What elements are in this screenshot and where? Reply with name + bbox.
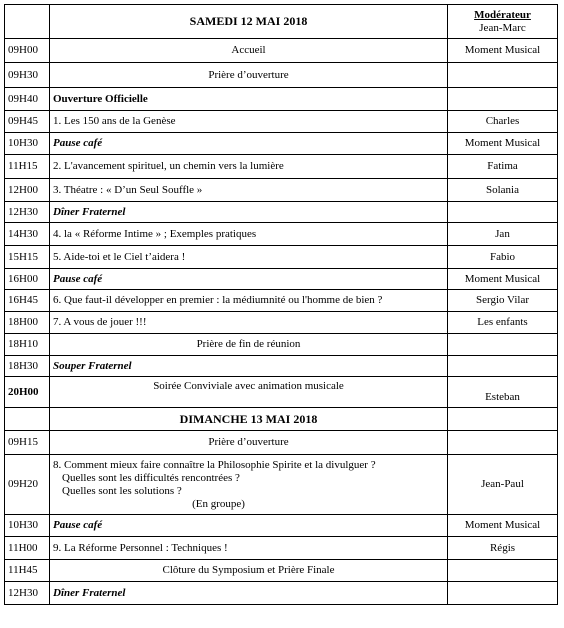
discussion-line-1: 8. Comment mieux faire connaître la Philosophie Spirite et la divulguer ? bbox=[53, 458, 376, 471]
activity-cell: Accueil bbox=[50, 39, 448, 63]
schedule-row bbox=[5, 290, 558, 312]
moderator-cell: Fabio bbox=[448, 246, 558, 269]
activity-cell: Pause café bbox=[50, 269, 448, 290]
discussion-line-2: Quelles sont les difficultés rencontrées ? bbox=[62, 471, 240, 484]
moderator-cell: Jan bbox=[448, 223, 558, 246]
time-cell: 11H15 bbox=[5, 155, 50, 179]
activity-cell: 3. Théatre : « D’un Seul Souffle » bbox=[50, 179, 448, 202]
moderator-cell bbox=[448, 431, 558, 455]
activity-cell: Pause café bbox=[50, 515, 448, 537]
moderator-header: Modérateur bbox=[474, 8, 531, 21]
time-cell: 18H00 bbox=[5, 312, 50, 334]
discussion-line-3: Quelles sont les solutions ? bbox=[62, 484, 182, 497]
sunday-title: DIMANCHE 13 MAI 2018 bbox=[50, 408, 448, 431]
schedule-row bbox=[5, 515, 558, 537]
activity-cell: Prière d’ouverture bbox=[50, 431, 448, 455]
moderator-cell: Moment Musical bbox=[448, 515, 558, 537]
moderator-cell bbox=[448, 356, 558, 377]
time-cell: 12H30 bbox=[5, 582, 50, 605]
time-cell: 09H45 bbox=[5, 111, 50, 133]
schedule-row bbox=[5, 179, 558, 202]
activity-cell: 5. Aide-toi et le Ciel t’aidera ! bbox=[50, 246, 448, 269]
activity-cell: 9. La Réforme Personnel : Techniques ! bbox=[50, 537, 448, 560]
sunday-header-mod-cell bbox=[448, 408, 558, 431]
activity-cell: 1. Les 150 ans de la Genèse bbox=[50, 111, 448, 133]
discussion-cell bbox=[50, 455, 448, 515]
activity-cell: Prière d’ouverture bbox=[50, 63, 448, 88]
schedule-row bbox=[5, 560, 558, 582]
sunday-header-empty-cell bbox=[5, 408, 50, 431]
schedule-row bbox=[5, 377, 558, 408]
moderator-cell: Solania bbox=[448, 179, 558, 202]
moderator-cell: Esteban bbox=[448, 377, 558, 408]
schedule-row bbox=[5, 246, 558, 269]
activity-cell: 7. A vous de jouer !!! bbox=[50, 312, 448, 334]
activity-cell: 6. Que faut-il développer en premier : la médiumnité ou l'homme de bien ? bbox=[50, 290, 448, 312]
moderator-cell: Moment Musical bbox=[448, 269, 558, 290]
time-cell: 18H30 bbox=[5, 356, 50, 377]
time-cell: 10H30 bbox=[5, 133, 50, 155]
time-cell: 09H00 bbox=[5, 39, 50, 63]
moderator-cell: Les enfants bbox=[448, 312, 558, 334]
schedule-row bbox=[5, 334, 558, 356]
moderator-name: Jean-Marc bbox=[479, 21, 526, 34]
time-cell: 15H15 bbox=[5, 246, 50, 269]
activity-cell: Soirée Conviviale avec animation musicale bbox=[50, 377, 448, 408]
moderator-cell: Charles bbox=[448, 111, 558, 133]
discussion-row bbox=[5, 455, 558, 515]
moderator-cell: Moment Musical bbox=[448, 133, 558, 155]
time-cell: 16H45 bbox=[5, 290, 50, 312]
moderator-cell: Sergio Vilar bbox=[448, 290, 558, 312]
moderator-cell: Moment Musical bbox=[448, 39, 558, 63]
activity-cell: Pause café bbox=[50, 133, 448, 155]
time-cell: 20H00 bbox=[5, 377, 50, 408]
schedule-row bbox=[5, 202, 558, 223]
discussion-line-4: (En groupe) bbox=[192, 497, 245, 510]
schedule-row bbox=[5, 223, 558, 246]
schedule-row bbox=[5, 39, 558, 63]
activity-cell: Dîner Fraternel bbox=[50, 582, 448, 605]
program-table bbox=[4, 4, 558, 605]
sunday-header-row bbox=[5, 408, 558, 431]
time-cell: 11H45 bbox=[5, 560, 50, 582]
moderator-cell: Régis bbox=[448, 537, 558, 560]
time-cell: 16H00 bbox=[5, 269, 50, 290]
schedule-row bbox=[5, 582, 558, 605]
moderator-cell bbox=[448, 88, 558, 111]
moderator-header-cell bbox=[448, 5, 558, 39]
activity-cell: Prière de fin de réunion bbox=[50, 334, 448, 356]
activity-cell: 4. la « Réforme Intime » ; Exemples pratiques bbox=[50, 223, 448, 246]
schedule-row bbox=[5, 111, 558, 133]
header-empty-cell bbox=[5, 5, 50, 39]
moderator-cell bbox=[448, 63, 558, 88]
schedule-row bbox=[5, 133, 558, 155]
time-cell: 11H00 bbox=[5, 537, 50, 560]
schedule-row bbox=[5, 356, 558, 377]
moderator-cell bbox=[448, 202, 558, 223]
saturday-header-row bbox=[5, 5, 558, 39]
saturday-title: SAMEDI 12 MAI 2018 bbox=[50, 5, 448, 39]
time-cell: 12H30 bbox=[5, 202, 50, 223]
activity-cell: Dîner Fraternel bbox=[50, 202, 448, 223]
time-cell: 10H30 bbox=[5, 515, 50, 537]
program-table-body bbox=[5, 5, 558, 605]
schedule-row bbox=[5, 537, 558, 560]
moderator-cell bbox=[448, 560, 558, 582]
time-cell: 09H20 bbox=[5, 455, 50, 515]
schedule-row bbox=[5, 431, 558, 455]
schedule-row bbox=[5, 155, 558, 179]
moderator-cell: Fatima bbox=[448, 155, 558, 179]
schedule-row bbox=[5, 88, 558, 111]
time-cell: 14H30 bbox=[5, 223, 50, 246]
time-cell: 12H00 bbox=[5, 179, 50, 202]
activity-cell: 2. L'avancement spirituel, un chemin vers la lumière bbox=[50, 155, 448, 179]
time-cell: 09H30 bbox=[5, 63, 50, 88]
moderator-cell bbox=[448, 582, 558, 605]
moderator-cell: Jean-Paul bbox=[448, 455, 558, 515]
schedule-row bbox=[5, 63, 558, 88]
moderator-cell bbox=[448, 334, 558, 356]
time-cell: 09H15 bbox=[5, 431, 50, 455]
activity-cell: Clôture du Symposium et Prière Finale bbox=[50, 560, 448, 582]
schedule-row bbox=[5, 312, 558, 334]
schedule-row bbox=[5, 269, 558, 290]
time-cell: 18H10 bbox=[5, 334, 50, 356]
time-cell: 09H40 bbox=[5, 88, 50, 111]
activity-cell: Souper Fraternel bbox=[50, 356, 448, 377]
activity-cell: Ouverture Officielle bbox=[50, 88, 448, 111]
